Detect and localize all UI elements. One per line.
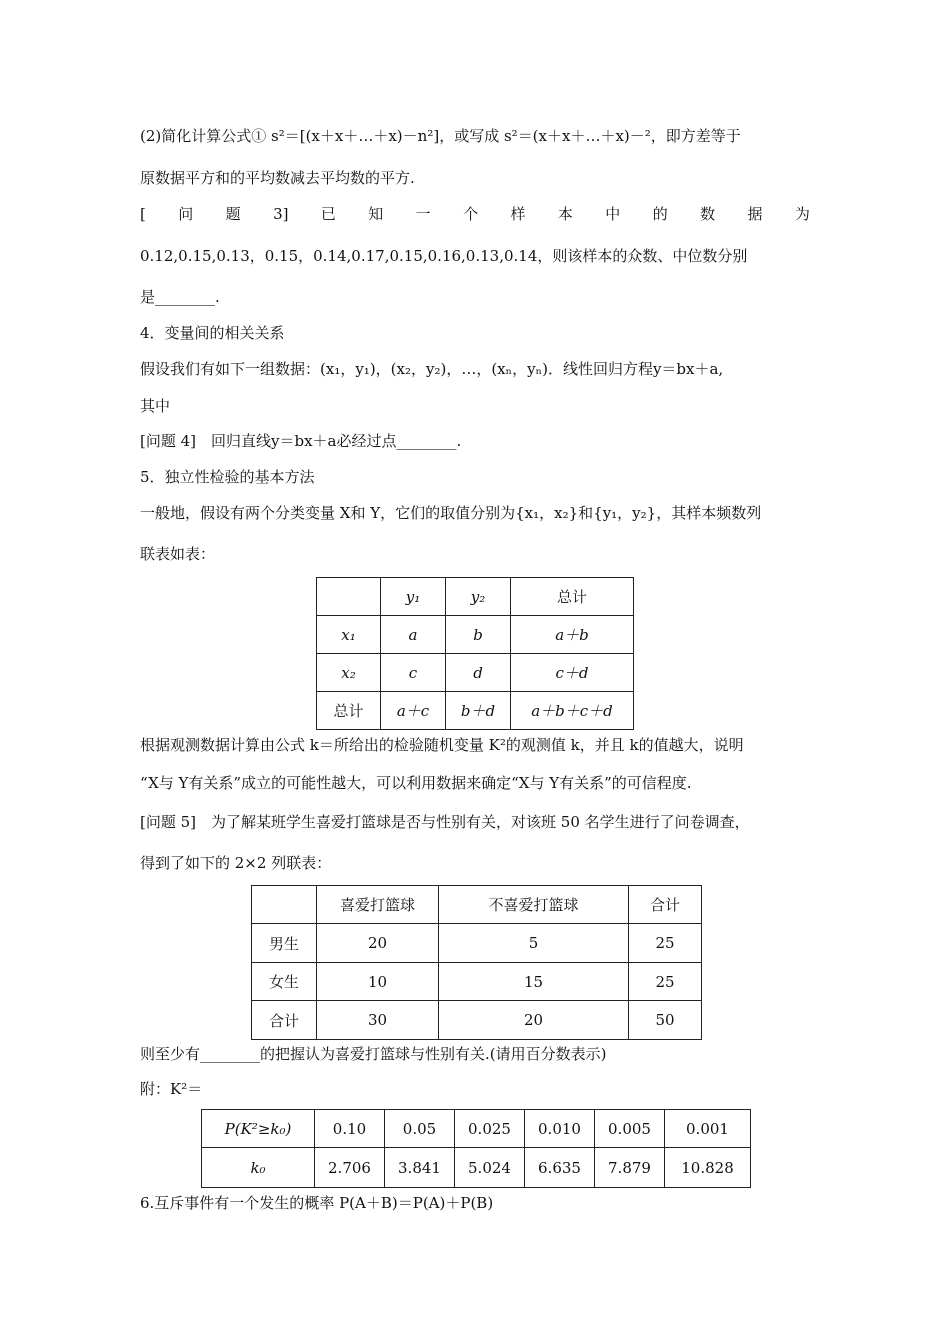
critical-values-table [201,1109,751,1188]
table-cell: 女生 [252,963,317,1001]
question5-line1: [问题 5] 为了解某班学生喜爱打篮球是否与性别有关，对该班 50 名学生进行了问卷调查， [140,813,750,831]
table-row [202,1148,751,1188]
q3-token: 的 [652,205,668,223]
table-cell: 25 [629,963,702,1001]
q3-token: 数 [700,205,716,223]
table-cell: c＋d [511,654,634,692]
q3-token: 已 [320,205,336,223]
table-cell: c [381,654,446,692]
table-cell: 总计 [317,692,381,730]
table-row [317,654,634,692]
table-cell: 0.10 [315,1110,385,1148]
table-cell: 20 [317,924,439,963]
table-cell: y₂ [446,578,511,616]
contingency-table-general [316,577,634,730]
table-cell: 男生 [252,924,317,963]
table-cell: b [446,616,511,654]
question3-line1 [140,204,810,224]
table-cell: a＋b＋c＋d [511,692,634,730]
question3-line2: 0.12,0.15,0.13，0.15，0.14,0.17,0.15,0.16,0.13,0.14，则该样本的众数、中位数分别 [140,247,748,265]
table-cell [252,886,317,924]
table-cell [317,578,381,616]
section4-paragraph-line2: 其中 [140,397,171,415]
table-cell: 5.024 [455,1148,525,1188]
appendix-formula: 附：K²＝ [140,1080,203,1098]
q3-token: 据 [747,205,763,223]
q3-token: 样 [510,205,526,223]
table-cell: 6.635 [525,1148,595,1188]
q3-token: 问 [178,205,194,223]
section5-paragraph-line3: 根据观测数据计算由公式 k＝所给出的检验随机变量 K²的观测值 k，并且 k的值越大，说明 [140,736,744,754]
table-cell: d [446,654,511,692]
table-cell: a＋b [511,616,634,654]
table-cell: 合计 [252,1001,317,1040]
table-row [252,963,702,1001]
section6-heading: 6.互斥事件有一个发生的概率 P(A＋B)＝P(A)＋P(B) [140,1194,494,1212]
table-row [317,692,634,730]
formula-paragraph-line1: (2)简化计算公式① s²＝[(x＋x＋…＋x)－n²]，或写成 s²＝(x＋x＋…＋x)－²，即方差等于 [140,127,741,145]
section4-heading: 4．变量间的相关关系 [140,324,285,342]
table-cell: 0.025 [455,1110,525,1148]
section5-paragraph-line4: “X与 Y有关系”成立的可能性越大，可以利用数据来确定“X与 Y有关系”的可信程度. [140,774,692,792]
table-cell: 2.706 [315,1148,385,1188]
table-cell: P(K²≥k₀) [202,1110,315,1148]
table-cell: 5 [439,924,629,963]
table-cell: 10 [317,963,439,1001]
table-row [252,1001,702,1040]
q3-token: [ [140,205,146,223]
question5-line2: 得到了如下的 2×2 列联表： [140,854,332,872]
table-cell: 10.828 [665,1148,751,1188]
q3-token: 一 [415,205,431,223]
q3-token: 本 [557,205,573,223]
table-cell: 7.879 [595,1148,665,1188]
table-cell: 0.05 [385,1110,455,1148]
table-cell: x₁ [317,616,381,654]
section5-heading: 5．独立性检验的基本方法 [140,468,315,486]
table-cell: 不喜爱打篮球 [439,886,629,924]
table-cell: y₁ [381,578,446,616]
table-row [317,616,634,654]
table-cell: x₂ [317,654,381,692]
table-row [317,578,634,616]
question4: [问题 4] 回归直线y＝bx＋a必经过点________. [140,432,462,450]
table-row [252,924,702,963]
table-cell: a＋c [381,692,446,730]
table-cell: b＋d [446,692,511,730]
table-cell: 总计 [511,578,634,616]
q3-token: 题 [225,205,241,223]
q3-token: 个 [463,205,479,223]
table-cell: 0.010 [525,1110,595,1148]
table-row [252,886,702,924]
q3-token: 中 [605,205,621,223]
q3-token: 知 [368,205,384,223]
q3-token: 3] [273,205,289,223]
table-cell: 3.841 [385,1148,455,1188]
section5-paragraph-line2: 联表如表： [140,545,216,563]
basketball-contingency-table [251,885,702,1040]
table-cell: 喜爱打篮球 [317,886,439,924]
question5-line3: 则至少有________的把握认为喜爱打篮球与性别有关.(请用百分数表示) [140,1045,607,1063]
formula-paragraph-line2: 原数据平方和的平均数减去平均数的平方. [140,169,415,187]
table-row [202,1110,751,1148]
question3-line3: 是________. [140,288,220,306]
table-cell: a [381,616,446,654]
q3-token: 为 [794,205,810,223]
table-cell: 25 [629,924,702,963]
table-cell: 合计 [629,886,702,924]
table-cell: 15 [439,963,629,1001]
table-cell: 30 [317,1001,439,1040]
section5-paragraph-line1: 一般地，假设有两个分类变量 X和 Y，它们的取值分别为{x₁，x₂}和{y₁，y₂}，其样本频数列 [140,504,762,522]
section4-paragraph-line1: 假设我们有如下一组数据：(x₁，y₁)，(x₂，y₂)，…，(xₙ，yₙ)．线性回归方程y＝bx＋a, [140,360,724,378]
table-cell: 20 [439,1001,629,1040]
table-cell: 0.001 [665,1110,751,1148]
table-cell: 0.005 [595,1110,665,1148]
table-cell: k₀ [202,1148,315,1188]
table-cell: 50 [629,1001,702,1040]
